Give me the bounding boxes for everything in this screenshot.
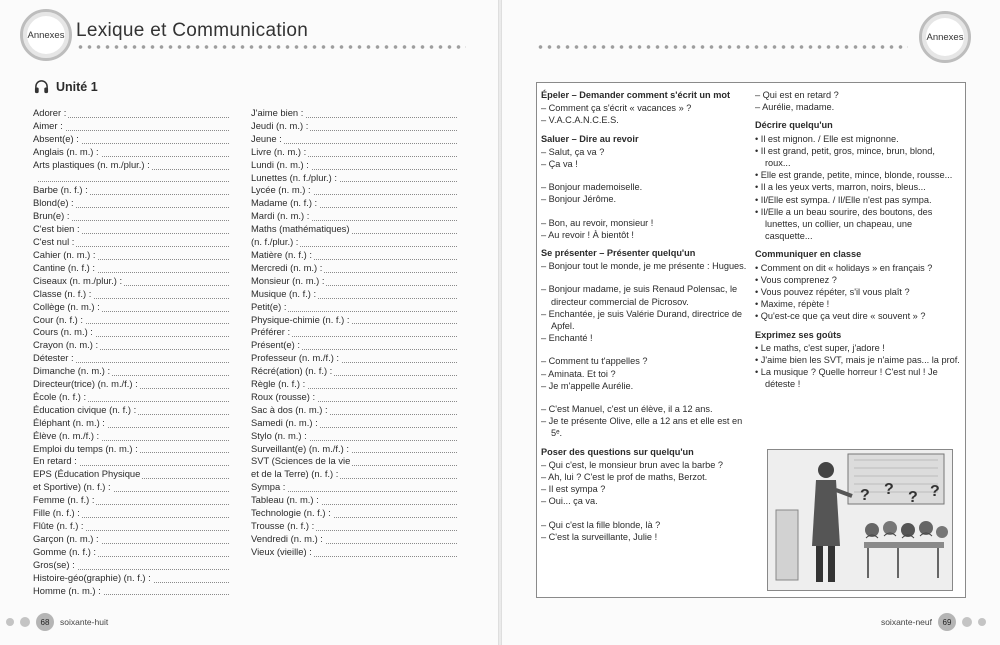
lexicon-entry <box>33 352 229 365</box>
lexicon-entry <box>251 249 457 262</box>
dialogue-line: – Enchanté ! <box>541 333 593 344</box>
lexicon-entry <box>251 146 457 159</box>
lexicon-entry <box>251 326 457 339</box>
lexicon-term: Absent(e) : <box>33 132 79 144</box>
dialogue-line: – Bonjour mademoiselle. <box>541 182 643 193</box>
lexicon-entry <box>33 481 229 494</box>
dialogue-line: – C'est la surveillante, Julie ! <box>541 531 658 542</box>
lexicon-term: Emploi du temps (n. m.) : <box>33 442 138 454</box>
lexicon-term: Lunettes (n. f./plur.) : <box>251 171 337 183</box>
lexicon-entry <box>33 223 229 236</box>
lexicon-entry <box>251 365 457 378</box>
lexicon-term: (n. f./plur.) : <box>251 236 299 248</box>
dotted-divider <box>76 44 466 50</box>
lexicon-entry <box>33 159 229 172</box>
lexicon-entry <box>33 288 229 301</box>
lexicon-entry <box>33 314 229 327</box>
lexicon-entry <box>33 559 229 572</box>
unit-label: Unité 1 <box>56 79 98 94</box>
page-number: 69 <box>938 613 956 631</box>
dialogue-line: – Enchantée, je suis Valérie Durand, directrice de Apfel. <box>541 308 743 332</box>
lexicon-term: Mardi (n. m.) : <box>251 210 310 222</box>
dialogue-line: – Salut, ça va ? <box>541 146 605 157</box>
footer-dot <box>978 618 986 626</box>
page-footer <box>6 613 108 631</box>
annexes-badge: Annexes <box>20 9 72 61</box>
dialogue-line: • Qu'est-ce que ça veut dire « souvent » ? <box>755 311 926 322</box>
lexicon-entry <box>251 236 457 249</box>
lexicon-entry <box>251 197 457 210</box>
lexicon-entry <box>251 417 457 430</box>
lexicon-term: Barbe (n. f.) : <box>33 184 88 196</box>
lexicon-entry <box>251 443 457 456</box>
lexicon-term: Homme (n. m.) : <box>33 584 101 596</box>
dotted-divider <box>536 44 908 50</box>
lexicon-term: Femme (n. f.) : <box>33 494 95 506</box>
lexicon-entry <box>251 455 457 468</box>
lexicon-term: École (n. f.) : <box>33 390 87 402</box>
lexicon-entry <box>33 249 229 262</box>
lexicon-term: et Sportive) (n. f.) : <box>33 481 111 493</box>
lexicon-entry <box>33 520 229 533</box>
lexicon-entry <box>33 146 229 159</box>
lexicon-term: Tableau (n. m.) : <box>251 494 319 506</box>
lexicon-entry <box>33 430 229 443</box>
lexicon-term: Dimanche (n. m.) : <box>33 365 111 377</box>
lexicon-term: Classe (n. f.) : <box>33 287 92 299</box>
lexicon-term: Vieux (vieille) : <box>251 545 312 557</box>
annexes-badge: Annexes <box>919 11 971 63</box>
lexicon-term: Ciseaux (n. m./plur.) : <box>33 274 123 286</box>
dialogue-line: – Ah, lui ? C'est le prof de maths, Berzot. <box>541 472 708 483</box>
lexicon-entry <box>33 404 229 417</box>
lexicon-entry <box>251 288 457 301</box>
lexicon-term: Collège (n. m.) : <box>33 300 100 312</box>
lexicon-entry <box>251 314 457 327</box>
dialogue-line: • Il/Elle est sympa. / Il/Elle n'est pas sympa. <box>755 194 932 205</box>
dialogue-line: – Qui est en retard ? <box>755 90 839 100</box>
dialogue-line: • Il est mignon. / Elle est mignonne. <box>755 133 899 144</box>
lexicon-entry <box>33 378 229 391</box>
lexicon-entry <box>251 210 457 223</box>
lexicon-term <box>33 172 38 183</box>
lexicon-term: Présent(e) : <box>251 339 300 351</box>
lexicon-term: En retard : <box>33 455 77 467</box>
dialogue-line: • Vous comprenez ? <box>755 274 837 285</box>
section-title: Communiquer en classe <box>755 249 862 260</box>
lexicon-term: Cour (n. f.) : <box>33 313 84 325</box>
dialogue-line: – Qui c'est, le monsieur brun avec la barbe ? <box>541 459 724 470</box>
lexicon-entry <box>251 184 457 197</box>
dialogue-line: • Vous pouvez répéter, s'il vous plaît ? <box>755 287 910 298</box>
lexicon-term: Crayon (n. m.) : <box>33 339 99 351</box>
lexicon-term: Blond(e) : <box>33 197 74 209</box>
lexicon-entry <box>33 326 229 339</box>
lexicon-entry <box>33 120 229 133</box>
lexicon-term: Professeur (n. m./f.) : <box>251 352 340 364</box>
lexicon-term: Lycée (n. m.) : <box>251 184 311 196</box>
section-title: Saluer – Dire au revoir <box>541 133 639 144</box>
section-title: Se présenter – Présenter quelqu'un <box>541 248 696 259</box>
lexicon-term: et de la Terre) (n. f.) : <box>251 468 339 480</box>
lexicon-term: Madame (n. f.) : <box>251 197 318 209</box>
lexicon-term: Jeudi (n. m.) : <box>251 119 309 131</box>
lexicon-term: Garçon (n. m.) : <box>33 532 99 544</box>
lexicon-term: Livre (n. m.) : <box>251 145 307 157</box>
lexicon-entry <box>251 223 457 236</box>
unit-heading <box>34 79 98 94</box>
lexicon-term: Gomme (n. f.) : <box>33 545 97 557</box>
lexicon-entry <box>33 184 229 197</box>
lexicon-term: Lundi (n. m.) : <box>251 158 309 170</box>
lexicon-term: Surveillant(e) (n. m./f.) : <box>251 442 349 454</box>
lexicon-entry <box>33 197 229 210</box>
lexicon-entry <box>251 481 457 494</box>
classroom-illustration <box>767 449 953 591</box>
section-title: Épeler – Demander comment s'écrit un mot <box>541 90 731 100</box>
lexicon-entry <box>33 275 229 288</box>
lexicon-term: Récré(ation) (n. f.) : <box>251 365 333 377</box>
dialogue-line: – Bonjour Jérôme. <box>541 194 617 205</box>
dialogue-line: • Maxime, répète ! <box>755 299 830 310</box>
dialogue-line: • La musique ? Quelle horreur ! C'est nul ! Je déteste ! <box>755 367 938 390</box>
lexicon-term: Trousse (n. f.) : <box>251 520 315 531</box>
lexicon-term: Cantine (n. f.) : <box>33 261 96 273</box>
lexicon-term: EPS (Éducation Physique <box>33 468 141 480</box>
lexicon-entry <box>251 275 457 288</box>
chapter-title: Lexique et Communication <box>76 20 309 41</box>
line-spacer <box>541 206 751 217</box>
lexicon-term: J'aime bien : <box>251 107 304 118</box>
communication-box <box>536 82 966 598</box>
footer-dot <box>20 617 30 627</box>
lexicon-entry <box>33 391 229 404</box>
dialogue-line: • Elle est grande, petite, mince, blonde, rousse... <box>755 170 953 181</box>
dialogue-line: – Il est sympa ? <box>541 484 606 495</box>
section-title: Poser des questions sur quelqu'un <box>541 446 694 457</box>
footer-dot <box>962 617 972 627</box>
lexicon-entry <box>251 339 457 352</box>
page-number: 68 <box>36 613 54 631</box>
lexicon-term: SVT (Sciences de la vie <box>251 455 351 467</box>
lexicon-term: Éléphant (n. m.) : <box>33 416 105 428</box>
lexicon-term: C'est bien : <box>33 223 80 235</box>
lexicon-entry <box>251 262 457 275</box>
lexicon-term: Sympa : <box>251 481 286 493</box>
lexicon-term: Élève (n. m./f.) : <box>33 429 100 441</box>
lexicon-entry <box>251 494 457 507</box>
lexicon-entry <box>251 404 457 417</box>
dialogue-line: • Il est grand, petit, gros, mince, brun, blond, roux... <box>755 145 935 169</box>
dialogue-line: • Comment on dit « holidays » en français ? <box>755 262 933 273</box>
lexicon-entry <box>33 494 229 507</box>
lexicon-term: Anglais (n. m.) : <box>33 145 99 157</box>
dialogue-line: – Comment ça s'écrit « vacances » ? <box>541 103 692 114</box>
section-title: Décrire quelqu'un <box>755 120 833 131</box>
dialogue-line: – Au revoir ! À bientôt ! <box>541 229 634 240</box>
lexicon-entry <box>251 507 457 520</box>
lexicon-term: Aimer : <box>33 119 63 131</box>
left-page <box>0 0 498 645</box>
lexicon-term: Éducation civique (n. f.) : <box>33 403 137 415</box>
lexicon-entry <box>251 133 457 146</box>
lexicon-entry <box>33 546 229 559</box>
lexicon-term: Flûte (n. f.) : <box>33 520 84 531</box>
lexicon-entry <box>33 172 229 185</box>
dialogue-line: – Aurélie, madame. <box>755 102 835 113</box>
question-mark: ? <box>908 489 918 506</box>
lexicon-entry <box>33 107 229 120</box>
section-title: Exprimez ses goûts <box>755 329 842 340</box>
lexicon-term: Adorer : <box>33 107 67 118</box>
lexicon-entry <box>251 378 457 391</box>
line-spacer <box>541 392 751 403</box>
lexicon-entry <box>251 352 457 365</box>
lexicon-term: Préférer : <box>251 326 291 338</box>
dialogue-line: – Bonjour tout le monde, je me présente : Hugues. <box>541 261 747 272</box>
lexicon-term: Musique (n. f.) : <box>251 287 317 299</box>
lexicon-term: Règle (n. f.) : <box>251 378 306 390</box>
lexicon-entry <box>251 546 457 559</box>
lexicon-term: Physique-chimie (n. f.) : <box>251 313 350 325</box>
lexicon-column-1 <box>33 107 229 597</box>
line-spacer <box>541 272 751 283</box>
dialogue-line: – Je te présente Olive, elle a 12 ans et elle est en 5ᵉ. <box>541 416 743 439</box>
lexicon-term: Vendredi (n. m.) : <box>251 532 323 544</box>
lexicon-entry <box>33 443 229 456</box>
lexicon-term: Jeune : <box>251 132 282 144</box>
lexicon-column-2 <box>251 107 457 559</box>
lexicon-term: Fille (n. f.) : <box>33 507 80 519</box>
lexicon-term: Détester : <box>33 352 74 364</box>
lexicon-term: Cours (n. m.) : <box>33 326 93 338</box>
lexicon-entry <box>33 339 229 352</box>
lexicon-entry <box>33 572 229 585</box>
lexicon-entry <box>33 262 229 275</box>
dialogue-line: • Le maths, c'est super, j'adore ! <box>755 342 885 353</box>
headphones-icon <box>34 79 49 94</box>
lexicon-term: Monsieur (n. m.) : <box>251 274 325 286</box>
lexicon-entry <box>33 365 229 378</box>
dialogue-line: • Il/Elle a un beau sourire, des boutons, des lunettes, un collier, un chapeau, une casquette... <box>755 206 933 242</box>
lexicon-entry <box>251 533 457 546</box>
lexicon-entry <box>251 172 457 185</box>
question-mark: ? <box>930 483 940 500</box>
communication-column-1 <box>541 89 751 543</box>
line-spacer <box>541 508 751 519</box>
lexicon-entry <box>33 210 229 223</box>
dialogue-line: – V.A.C.A.N.C.E.S. <box>541 115 619 126</box>
lexicon-term: Stylo (n. m.) : <box>251 429 307 441</box>
lexicon-entry <box>33 585 229 598</box>
lexicon-term: Arts plastiques (n. m./plur.) : <box>33 158 150 170</box>
communication-column-2 <box>755 89 961 391</box>
lexicon-entry <box>251 391 457 404</box>
dialogue-line: – Qui c'est la fille blonde, là ? <box>541 519 661 530</box>
lexicon-entry <box>33 533 229 546</box>
lexicon-term: Gros(se) : <box>33 558 75 570</box>
lexicon-term: Brun(e) : <box>33 210 70 222</box>
lexicon-entry <box>251 301 457 314</box>
dialogue-line: – Bon, au revoir, monsieur ! <box>541 217 654 228</box>
lexicon-term: Matière (n. f.) : <box>251 248 312 260</box>
dialogue-line: – C'est Manuel, c'est un élève, il a 12 ans. <box>541 404 713 415</box>
dialogue-line: – Aminata. Et toi ? <box>541 368 616 379</box>
line-spacer <box>541 170 751 181</box>
lexicon-term: Mercredi (n. m.) : <box>251 261 323 273</box>
lexicon-term: Samedi (n. m.) : <box>251 416 318 428</box>
lexicon-term: Sac à dos (n. m.) : <box>251 403 328 415</box>
question-mark: ? <box>860 487 870 504</box>
lexicon-entry <box>251 468 457 481</box>
lexicon-entry <box>251 120 457 133</box>
lexicon-entry <box>33 133 229 146</box>
footer-dot <box>6 618 14 626</box>
dialogue-line: • Il a les yeux verts, marron, noirs, bleus... <box>755 182 926 193</box>
line-spacer <box>541 344 751 355</box>
lexicon-entry <box>33 236 229 249</box>
dialogue-line: – Oui... ça va. <box>541 496 598 507</box>
dialogue-line: – Ça va ! <box>541 159 578 170</box>
lexicon-term: Roux (rousse) : <box>251 390 316 402</box>
right-page <box>502 0 1000 645</box>
lexicon-term: Petit(e) : <box>251 300 287 312</box>
lexicon-term: Histoire-géo(graphie) (n. f.) : <box>33 571 151 583</box>
lexicon-entry <box>251 159 457 172</box>
lexicon-entry <box>251 107 457 120</box>
lexicon-entry <box>33 417 229 430</box>
lexicon-term: Technologie (n. f.) : <box>251 507 331 519</box>
lexicon-term: C'est nul : <box>33 236 75 248</box>
lexicon-entry <box>251 430 457 443</box>
lexicon-term: Cahier (n. m.) : <box>33 248 96 260</box>
page-footer <box>881 613 986 631</box>
question-mark: ? <box>884 481 894 498</box>
dialogue-line: • J'aime bien les SVT, mais je n'aime pas... la prof. <box>755 355 960 366</box>
lexicon-term: Directeur(trice) (n. m./f.) : <box>33 378 138 390</box>
classroom-drawing <box>768 450 952 590</box>
dialogue-line: – Bonjour madame, je suis Renaud Polensac, le directeur commercial de Picrosov. <box>541 284 738 307</box>
dialogue-line: – Comment tu t'appelles ? <box>541 356 648 367</box>
lexicon-term: Maths (mathématiques) <box>251 223 350 235</box>
lexicon-entry <box>251 520 457 533</box>
lexicon-entry <box>33 301 229 314</box>
lexicon-entry <box>33 455 229 468</box>
dialogue-line: – Je m'appelle Aurélie. <box>541 380 634 391</box>
lexicon-entry <box>33 507 229 520</box>
page-number-words: soixante-huit <box>60 617 109 627</box>
page-number-words: soixante-neuf <box>880 617 932 627</box>
lexicon-entry <box>33 468 229 481</box>
